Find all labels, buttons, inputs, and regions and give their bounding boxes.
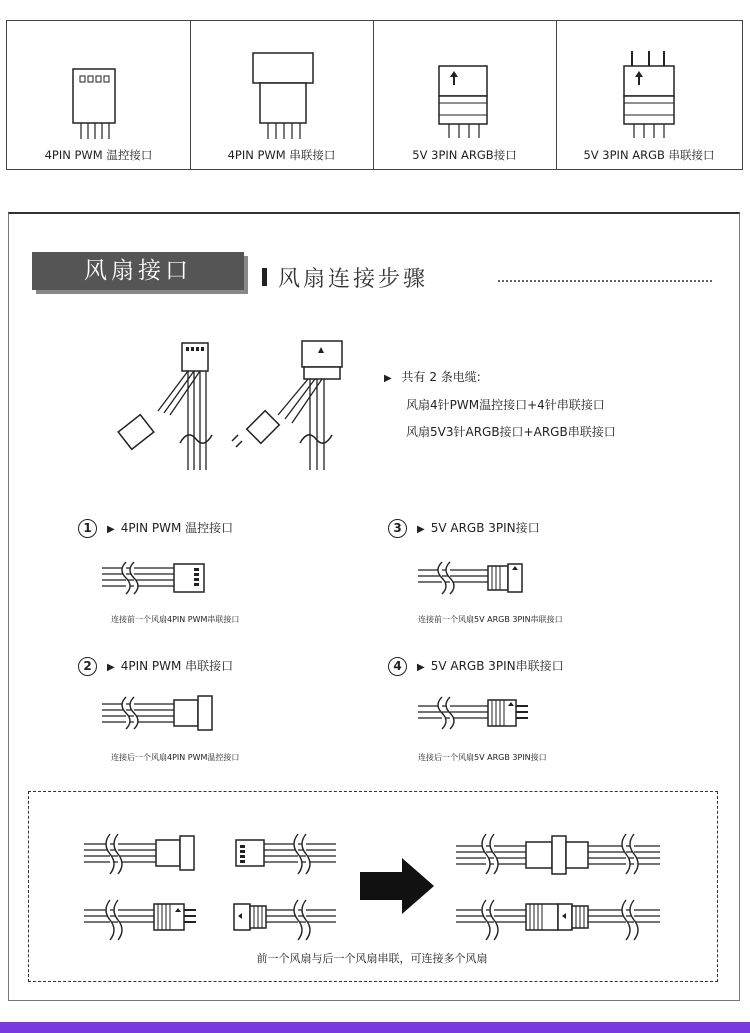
play-triangle-icon: ▶: [107, 524, 115, 535]
step-3-header: [388, 519, 540, 538]
cable-info-line1: [384, 368, 481, 385]
step-number: 2: [78, 657, 97, 676]
step-4-caption: 连接后一个风扇5V ARGB 3PIN接口: [418, 753, 547, 762]
step-4-header: [388, 657, 564, 676]
pwm-female-cable-diagram: [100, 560, 210, 596]
section-title-tab: [32, 252, 244, 290]
play-triangle-icon: ▶: [417, 662, 425, 673]
argb-male-cable-diagram: [416, 694, 546, 734]
top-label-2: 4PIN PWM 串联接口: [227, 148, 336, 162]
right-arrow-icon: [360, 858, 434, 914]
cable-count-text: 共有 2 条电缆:: [401, 370, 481, 384]
serial-connection-diagram: [80, 828, 680, 938]
bottom-accent-bar: [0, 1022, 750, 1033]
step-title: 4PIN PWM 串联接口: [120, 659, 234, 673]
cable-info-line2: 风扇4针PWM温控接口+4针串联接口: [406, 398, 605, 412]
step-1-header: [78, 519, 233, 538]
top-label-3: 5V 3PIN ARGB接口: [412, 148, 517, 162]
cell-3pin-argb: [373, 21, 557, 169]
cell-4pin-pwm-serial: [190, 21, 374, 169]
step-1-caption: 连接前一个风扇4PIN PWM串联接口: [111, 615, 240, 624]
step-title: 5V ARGB 3PIN串联接口: [430, 659, 564, 673]
argb-female-cable-diagram: [416, 560, 536, 596]
subtitle-marker: [262, 268, 267, 286]
section-title: 风扇接口: [84, 258, 192, 284]
play-triangle-icon: ▶: [417, 524, 425, 535]
step-2-caption: 连接后一个风扇4PIN PWM温控接口: [111, 753, 240, 762]
top-label-4: 5V 3PIN ARGB 串联接口: [583, 148, 715, 162]
serial-connection-caption: 前一个风扇与后一个风扇串联，可连接多个风扇: [256, 952, 488, 965]
step-number: 1: [78, 519, 97, 538]
step-2-header: [78, 657, 233, 676]
step-title: 5V ARGB 3PIN接口: [430, 521, 540, 535]
connector-overview-strip: [6, 20, 743, 170]
section-subtitle: 风扇连接步骤: [278, 267, 429, 292]
cell-4pin-pwm: [7, 21, 191, 169]
top-label-1: 4PIN PWM 温控接口: [44, 148, 153, 162]
step-number: 4: [388, 657, 407, 676]
step-number: 3: [388, 519, 407, 538]
step-title: 4PIN PWM 温控接口: [120, 521, 234, 535]
dotted-divider: [498, 280, 712, 282]
cell-3pin-argb-serial: [556, 21, 742, 169]
fan-cables-illustration: [110, 335, 370, 475]
step-3-caption: 连接前一个风扇5V ARGB 3PIN串联接口: [418, 615, 563, 624]
play-triangle-icon: ▶: [107, 662, 115, 673]
pwm-male-cable-diagram: [100, 694, 230, 734]
cable-info-line3: 风扇5V3针ARGB接口+ARGB串联接口: [406, 425, 616, 439]
play-triangle-icon: ▶: [384, 373, 392, 384]
